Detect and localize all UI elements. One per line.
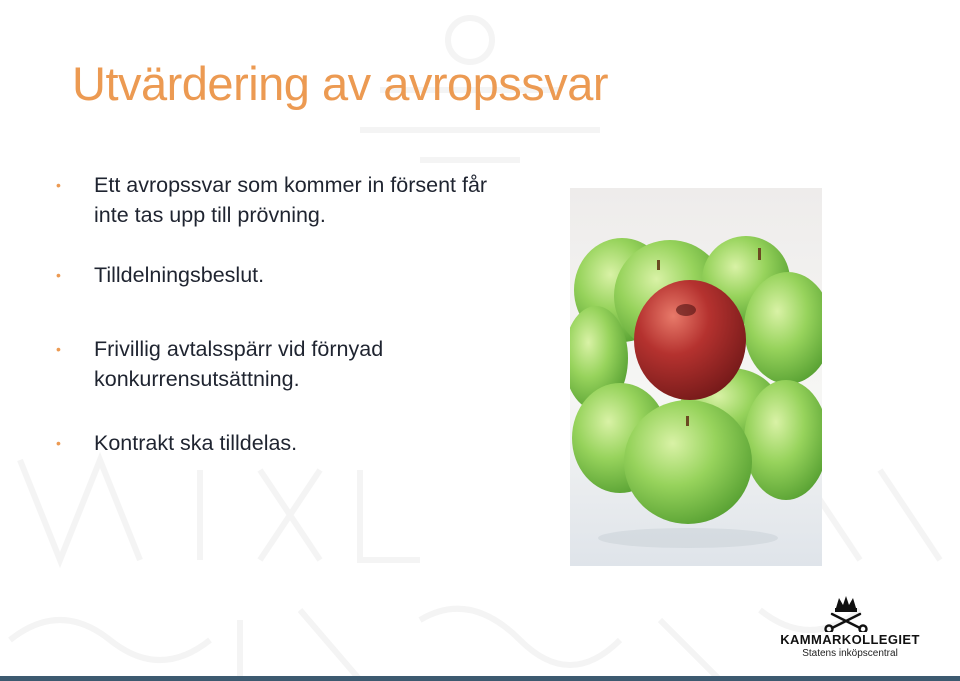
bullet-dot-icon: • <box>56 177 61 193</box>
logo-name: KAMMARKOLLEGIET <box>780 632 920 647</box>
logo-subtitle: Statens inköpscentral <box>802 648 898 659</box>
bullet-item <box>56 428 526 458</box>
bullet-dot-icon: • <box>56 435 61 451</box>
bullet-dot-icon: • <box>56 341 61 357</box>
red-apple-icon <box>634 280 746 400</box>
bullet-dot-icon: • <box>56 267 61 283</box>
bullet-item <box>56 170 526 230</box>
bullet-text: Frivillig avtalsspärr vid förnyad konkurrensutsättning. <box>94 337 384 391</box>
footer-bar <box>0 676 960 681</box>
bullet-text: Kontrakt ska tilldelas. <box>94 431 298 455</box>
bullet-item <box>56 260 526 290</box>
crown-keys-icon <box>822 594 870 632</box>
bullet-item <box>56 334 526 394</box>
bullet-text: Tilldelningsbeslut. <box>94 263 265 287</box>
apples-photo <box>570 188 822 566</box>
bullet-text: Ett avropssvar som kommer in försent får inte tas upp till prövning. <box>94 173 488 227</box>
slide-title: Utvärdering av avropssvar <box>72 57 609 110</box>
kammarkollegiet-logo <box>780 594 920 662</box>
bullet-list <box>56 170 526 486</box>
